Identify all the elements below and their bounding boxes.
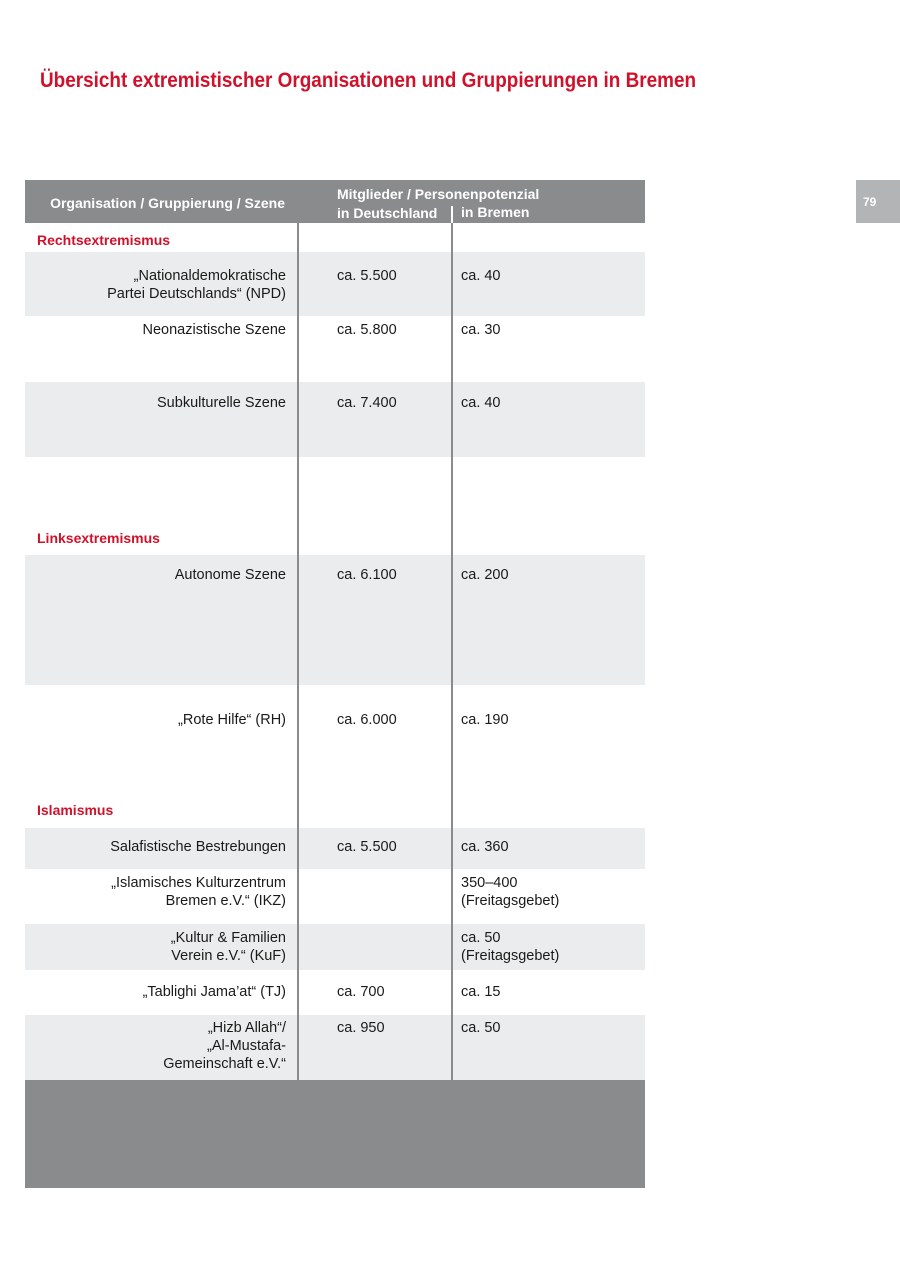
- row-bremen: ca. 190: [461, 712, 509, 728]
- row-org: „Tablighi Jama’at“ (TJ): [142, 984, 286, 1000]
- row-band: [25, 555, 645, 685]
- extremism-table: [25, 180, 645, 1188]
- row-germany: ca. 5.500: [337, 268, 397, 284]
- header-members: Mitglieder / Personenpotenzial: [337, 186, 540, 202]
- row-org: „Rote Hilfe“ (RH): [178, 712, 286, 728]
- row-bremen: ca. 50 (Freitagsgebet): [461, 930, 560, 964]
- column-divider: [451, 223, 453, 1080]
- row-bremen: 350–400 (Freitagsgebet): [461, 875, 560, 909]
- row-org: Salafistische Bestrebungen: [110, 839, 286, 855]
- page-title: Übersicht extremistischer Organisationen und Gruppierungen in Bremen: [40, 68, 697, 92]
- row-org: „Nationaldemokratische Partei Deutschlands“ (NPD): [107, 268, 286, 302]
- section-right-label: Rechtsextremismus: [37, 232, 171, 248]
- row-bremen: ca. 40: [461, 395, 501, 411]
- row-org: Autonome Szene: [174, 567, 286, 583]
- row-bremen: ca. 40: [461, 268, 501, 284]
- row-germany: ca. 6.000: [337, 712, 397, 728]
- row-germany: ca. 5.500: [337, 839, 397, 855]
- row-org: „Kultur & Familien Verein e.V.“ (KuF): [170, 930, 286, 964]
- section-islam-label: Islamismus: [37, 802, 114, 818]
- row-org: „Islamisches Kulturzentrum Bremen e.V.“ (IKZ): [111, 875, 286, 909]
- row-band: [25, 1015, 645, 1080]
- table-header: [25, 180, 645, 223]
- header-org: Organisation / Gruppierung / Szene: [50, 195, 285, 211]
- row-germany: ca. 7.400: [337, 395, 397, 411]
- row-org: Neonazistische Szene: [142, 322, 286, 338]
- header-divider: [451, 206, 453, 223]
- row-germany: ca. 700: [337, 984, 385, 1000]
- row-germany: ca. 6.100: [337, 567, 397, 583]
- row-bremen: ca. 200: [461, 567, 509, 583]
- row-org: „Hizb Allah“/ „Al-Mustafa- Gemeinschaft e.V.“: [163, 1020, 286, 1072]
- row-bremen: ca. 30: [461, 322, 501, 338]
- header-bremen: in Bremen: [461, 204, 530, 220]
- row-bremen: ca. 50: [461, 1020, 501, 1036]
- row-bremen: ca. 15: [461, 984, 501, 1000]
- section-left-label: Linksextremismus: [37, 530, 160, 546]
- row-band: [25, 382, 645, 457]
- page-number: 79: [856, 180, 900, 223]
- table-footer-block: [25, 1080, 645, 1188]
- row-bremen: ca. 360: [461, 839, 509, 855]
- row-germany: ca. 5.800: [337, 322, 397, 338]
- column-divider: [297, 223, 299, 1080]
- row-germany: ca. 950: [337, 1020, 385, 1036]
- row-org: Subkulturelle Szene: [157, 395, 286, 411]
- header-germany: in Deutschland: [337, 205, 438, 221]
